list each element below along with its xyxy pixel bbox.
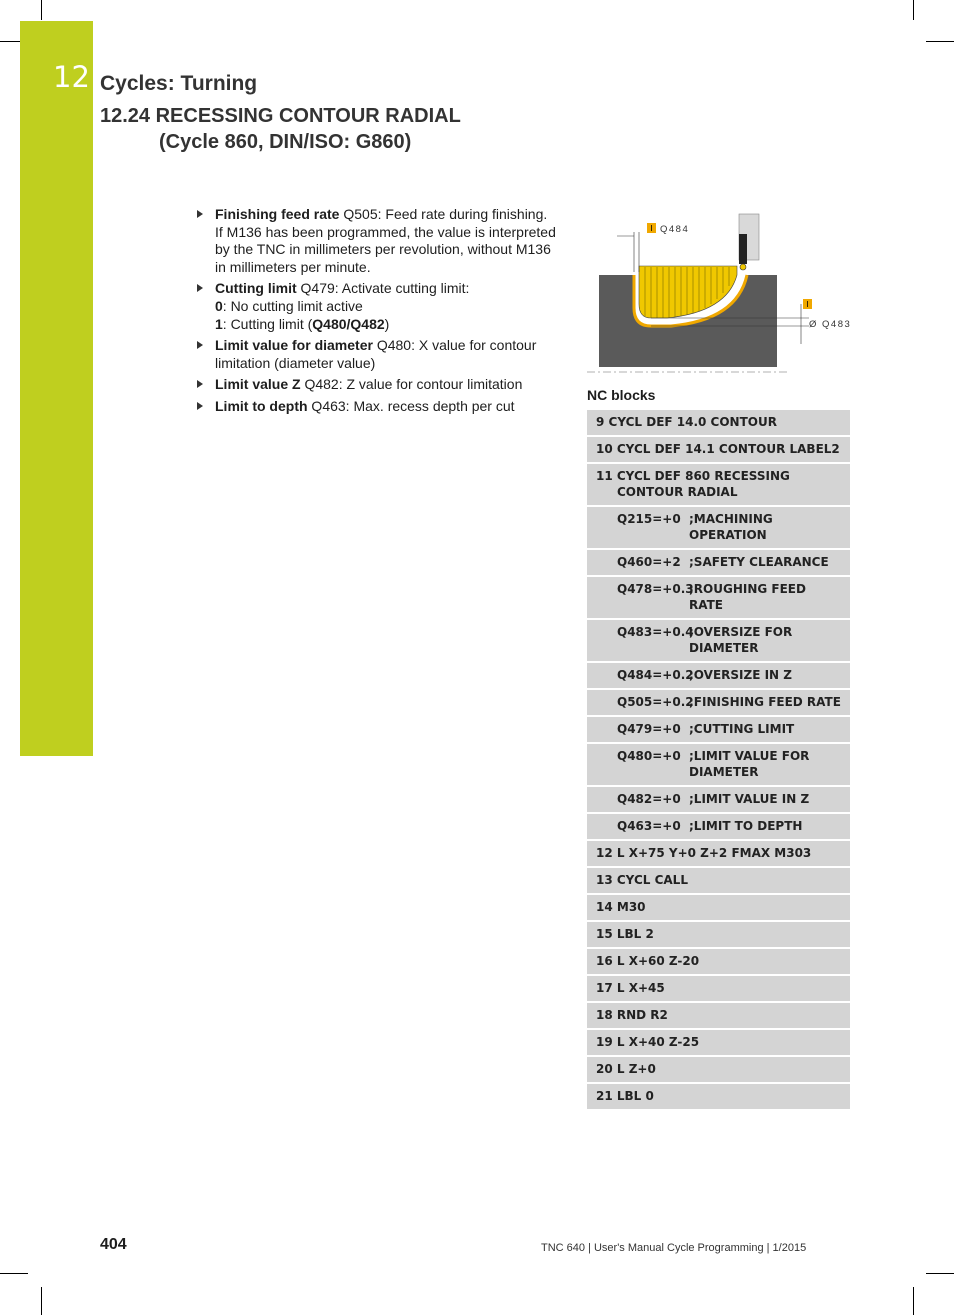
nc-block-row [587,1003,850,1030]
nc-parameter-line [596,818,841,834]
nc-blocks-heading: NC blocks [587,387,656,403]
nc-block-row [587,410,850,437]
parameter-item [197,398,557,416]
label-q483: Ø Q483 [809,319,852,330]
parameter-description: Q505: Feed rate during finishing. If M136 has been programmed, the value is interpreted by the TNC in millimeters per revolution, without M136 in millimeters per minute. [215,206,556,275]
nc-block-row [587,437,850,464]
option-text-end: ) [384,315,390,332]
nc-block-row [587,690,850,717]
nc-parameter-value: Q480=+0 [617,749,681,763]
nc-block-row [587,507,850,550]
nc-parameter-value: Q483=+0.4 [617,625,694,639]
section-title [100,103,461,155]
nc-block-text: 19 L X+40 Z-25 [596,1035,700,1049]
parameter-name: Limit value for diameter [215,337,373,354]
parameter-item [197,280,557,333]
nc-block-row [587,1057,850,1084]
tool-insert [739,234,747,264]
nc-parameter-value: Q482=+0 [617,792,681,806]
nc-parameter-value: Q505=+0.2 [617,695,694,709]
label-q484: Q484 [660,224,690,235]
nc-block-row [587,976,850,1003]
option-text: : Cutting limit ( [222,315,313,332]
parameter-description: Q463: Max. recess depth per cut [307,397,515,414]
nc-block-row [587,663,850,690]
nc-parameter-value: Q215=+0 [617,512,681,526]
nc-block-text: 11 CYCL DEF 860 RECESSING [596,469,790,483]
nc-parameter-comment: ;LIMIT VALUE FOR DIAMETER [689,749,810,779]
crop-mark [913,1287,914,1315]
section-title-line1: 12.24 RECESSING CONTOUR RADIAL [100,105,461,127]
crop-mark [0,1273,28,1274]
nc-block-text: 12 L X+75 Y+0 Z+2 FMAX M303 [596,846,812,860]
crop-mark [0,41,20,42]
bullet-triangle-icon [197,210,203,218]
nc-block-row [587,868,850,895]
parameter-list [197,206,557,420]
chapter-title: Cycles: Turning [100,72,258,95]
nc-block-text: 9 CYCL DEF 14.0 CONTOUR [596,415,777,429]
parameter-description: Q480: X value for contour limitation (diameter value) [215,337,537,371]
nc-parameter-comment: ;ROUGHING FEED RATE [689,582,806,612]
parameter-item [197,376,557,394]
nc-block-text: 17 L X+45 [596,981,665,995]
nc-block-text: 18 RND R2 [596,1008,668,1022]
nc-parameter-line [596,694,841,710]
recessing-diagram [587,212,852,377]
nc-parameter-comment: ;OVERSIZE FOR DIAMETER [689,625,793,655]
section-title-line2: (Cycle 860, DIN/ISO: G860) [159,131,412,153]
nc-parameter-value: Q478=+0.3 [617,582,694,596]
option-bold-ref: Q480/Q482 [312,315,385,332]
nc-block-row [587,620,850,663]
nc-parameter-line [596,581,841,613]
nc-parameter-line [596,667,841,683]
nc-parameter-value: Q484=+0.2 [617,668,694,682]
marker-glyph: I [650,224,653,233]
nc-block-row [587,841,850,868]
nc-block-row [587,577,850,620]
option-key: 0 [215,297,223,314]
crop-mark [41,1287,42,1315]
footer-text: TNC 640 | User's Manual Cycle Programming | 1/2015 [541,1242,807,1254]
nc-parameter-line [596,554,841,570]
nc-block-row [587,895,850,922]
nc-parameter-value: Q460=+2 [617,555,681,569]
nc-block-text: 20 L Z+0 [596,1062,656,1076]
nc-parameter-comment: ;LIMIT TO DEPTH [689,819,803,833]
nc-block-row [587,744,850,787]
parameter-item [197,337,557,372]
nc-block-row [587,550,850,577]
parameter-name: Limit value Z [215,376,301,393]
nc-parameter-line [596,748,841,780]
nc-block-row [587,1030,850,1057]
nc-parameter-line [596,511,841,543]
crop-mark [41,0,42,20]
parameter-description: Q479: Activate cutting limit: [296,280,470,297]
bullet-triangle-icon [197,341,203,349]
nc-parameter-comment: ;CUTTING LIMIT [689,722,795,736]
nc-block-row [587,717,850,744]
nc-parameter-comment: ;FINISHING FEED RATE [689,695,841,709]
bullet-triangle-icon [197,284,203,292]
parameter-item [197,206,557,276]
nc-parameter-value: Q479=+0 [617,722,681,736]
nc-parameter-value: Q463=+0 [617,819,681,833]
parameter-name: Limit to depth [215,397,308,414]
nc-block-row [587,814,850,841]
parameter-name: Cutting limit [215,280,297,297]
nc-block-text: 13 CYCL CALL [596,873,688,887]
marker-glyph: I [806,300,809,309]
nc-parameter-comment: ;LIMIT VALUE IN Z [689,792,810,806]
bullet-triangle-icon [197,380,203,388]
nc-parameter-line [596,624,841,656]
nc-blocks-table [587,410,850,1111]
nc-block-row [587,1084,850,1111]
tool-tip [740,264,746,270]
nc-block-row [587,922,850,949]
nc-block-text: 15 LBL 2 [596,927,654,941]
crop-mark [913,0,914,20]
page-number: 404 [100,1236,127,1253]
nc-block-row [587,787,850,814]
bullet-triangle-icon [197,402,203,410]
nc-parameter-comment: ;SAFETY CLEARANCE [689,555,829,569]
parameter-name: Finishing feed rate [215,206,340,222]
nc-block-text: 21 LBL 0 [596,1089,654,1103]
parameter-description: Q482: Z value for contour limitation [300,376,523,393]
nc-block-text: 14 M30 [596,900,646,914]
option-text: : No cutting limit active [222,297,363,314]
nc-parameter-line [596,791,841,807]
nc-block-row [587,464,850,507]
nc-block-text: 10 CYCL DEF 14.1 CONTOUR LABEL2 [596,442,840,456]
chapter-tab [20,21,93,756]
nc-parameter-line [596,721,841,737]
nc-block-continuation: CONTOUR RADIAL [617,485,738,499]
nc-parameter-comment: ;MACHINING OPERATION [689,512,773,542]
crop-mark [926,41,954,42]
crop-mark [926,1273,954,1274]
option-key: 1 [215,315,223,332]
nc-block-text: 16 L X+60 Z-20 [596,954,700,968]
nc-parameter-comment: ;OVERSIZE IN Z [689,668,792,682]
nc-block-row [587,949,850,976]
chapter-number: 12 [53,60,90,94]
